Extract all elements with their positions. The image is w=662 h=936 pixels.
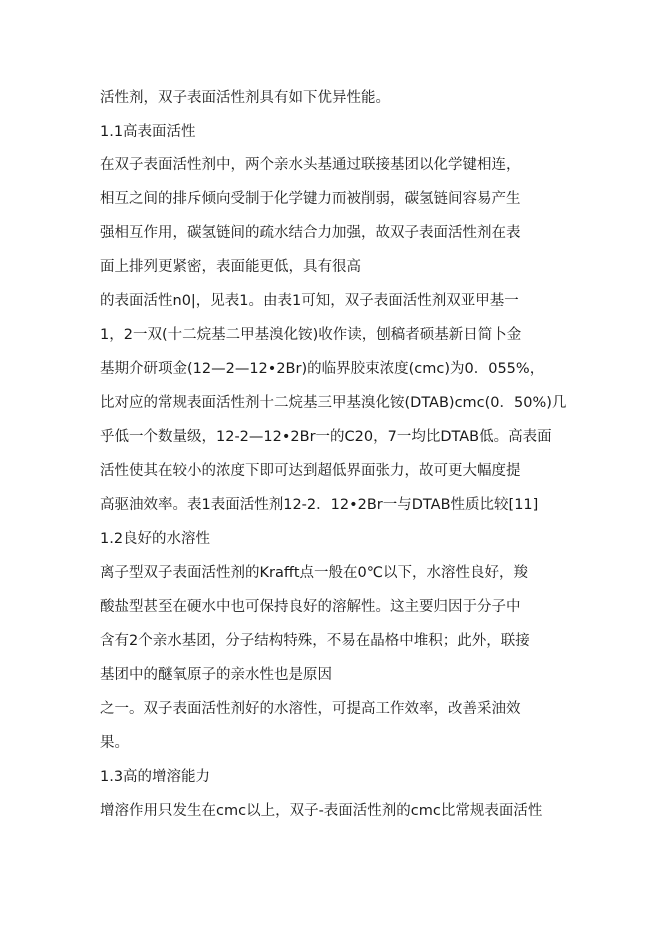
text-line: 含有2个亲水基团，分子结构特殊，不易在晶格中堆积；此外，联接 — [100, 633, 530, 649]
section-heading: 1.3高的增溶能力 — [100, 769, 211, 785]
text-line: 相互之间的排斥倾向受制于化学键力而被削弱，碳氢链间容易产生 — [100, 191, 521, 207]
text-line: 乎低一个数量级，12-2—12•2Br一的C20，7一均比DTAB低。高表面 — [100, 429, 552, 445]
text-line: 活性剂，双子表面活性剂具有如下优异性能。 — [100, 90, 390, 106]
text-line: 比对应的常规表面活性剂十二烷基三甲基溴化铵(DTAB)cmc(0．50%)几 — [100, 395, 567, 411]
text-line: 强相互作用，碳氢链间的疏水结合力加强，故双子表面活性剂在表 — [100, 225, 521, 241]
section-heading: 1.1高表面活性 — [100, 124, 196, 140]
text-line: 增溶作用只发生在cmc以上，双子-表面活性剂的cmc比常规表面活性 — [100, 803, 543, 819]
text-line: 面上排列更紧密，表面能更低，具有很高 — [100, 259, 361, 275]
text-line: 离子型双子表面活性剂的Krafft点一般在0℃以下，水溶性良好，羧 — [100, 565, 529, 581]
text-line: 的表面活性n0|，见表1。由表1可知，双子表面活性剂双亚甲基一 — [100, 293, 519, 309]
text-line: 之一。双子表面活性剂好的水溶性，可提高工作效率，改善采油效 — [100, 701, 521, 717]
text-line: 在双子表面活性剂中，两个亲水头基通过联接基团以化学键相连， — [100, 157, 521, 173]
text-line: 酸盐型甚至在硬水中也可保持良好的溶解性。这主要归因于分子中 — [100, 599, 521, 615]
text-line: 基期介研项金(12—2—12•2Br)的临界胶束浓度(cmc)为0．055%， — [100, 361, 545, 377]
section-heading: 1.2良好的水溶性 — [100, 531, 211, 547]
text-line: 高驱油效率。表1表面活性剂12-2．12•2Br一与DTAB性质比较[11] — [100, 497, 539, 513]
text-line: 活性使其在较小的浓度下即可达到超低界面张力，故可更大幅度提 — [100, 463, 521, 479]
text-line: 基团中的醚氧原子的亲水性也是原因 — [100, 667, 332, 683]
text-line: 1，2一双(十二烷基二甲基溴化铵)收作读，刨稿者硕基新日简卜金 — [100, 327, 522, 343]
text-line: 果。 — [100, 735, 129, 751]
